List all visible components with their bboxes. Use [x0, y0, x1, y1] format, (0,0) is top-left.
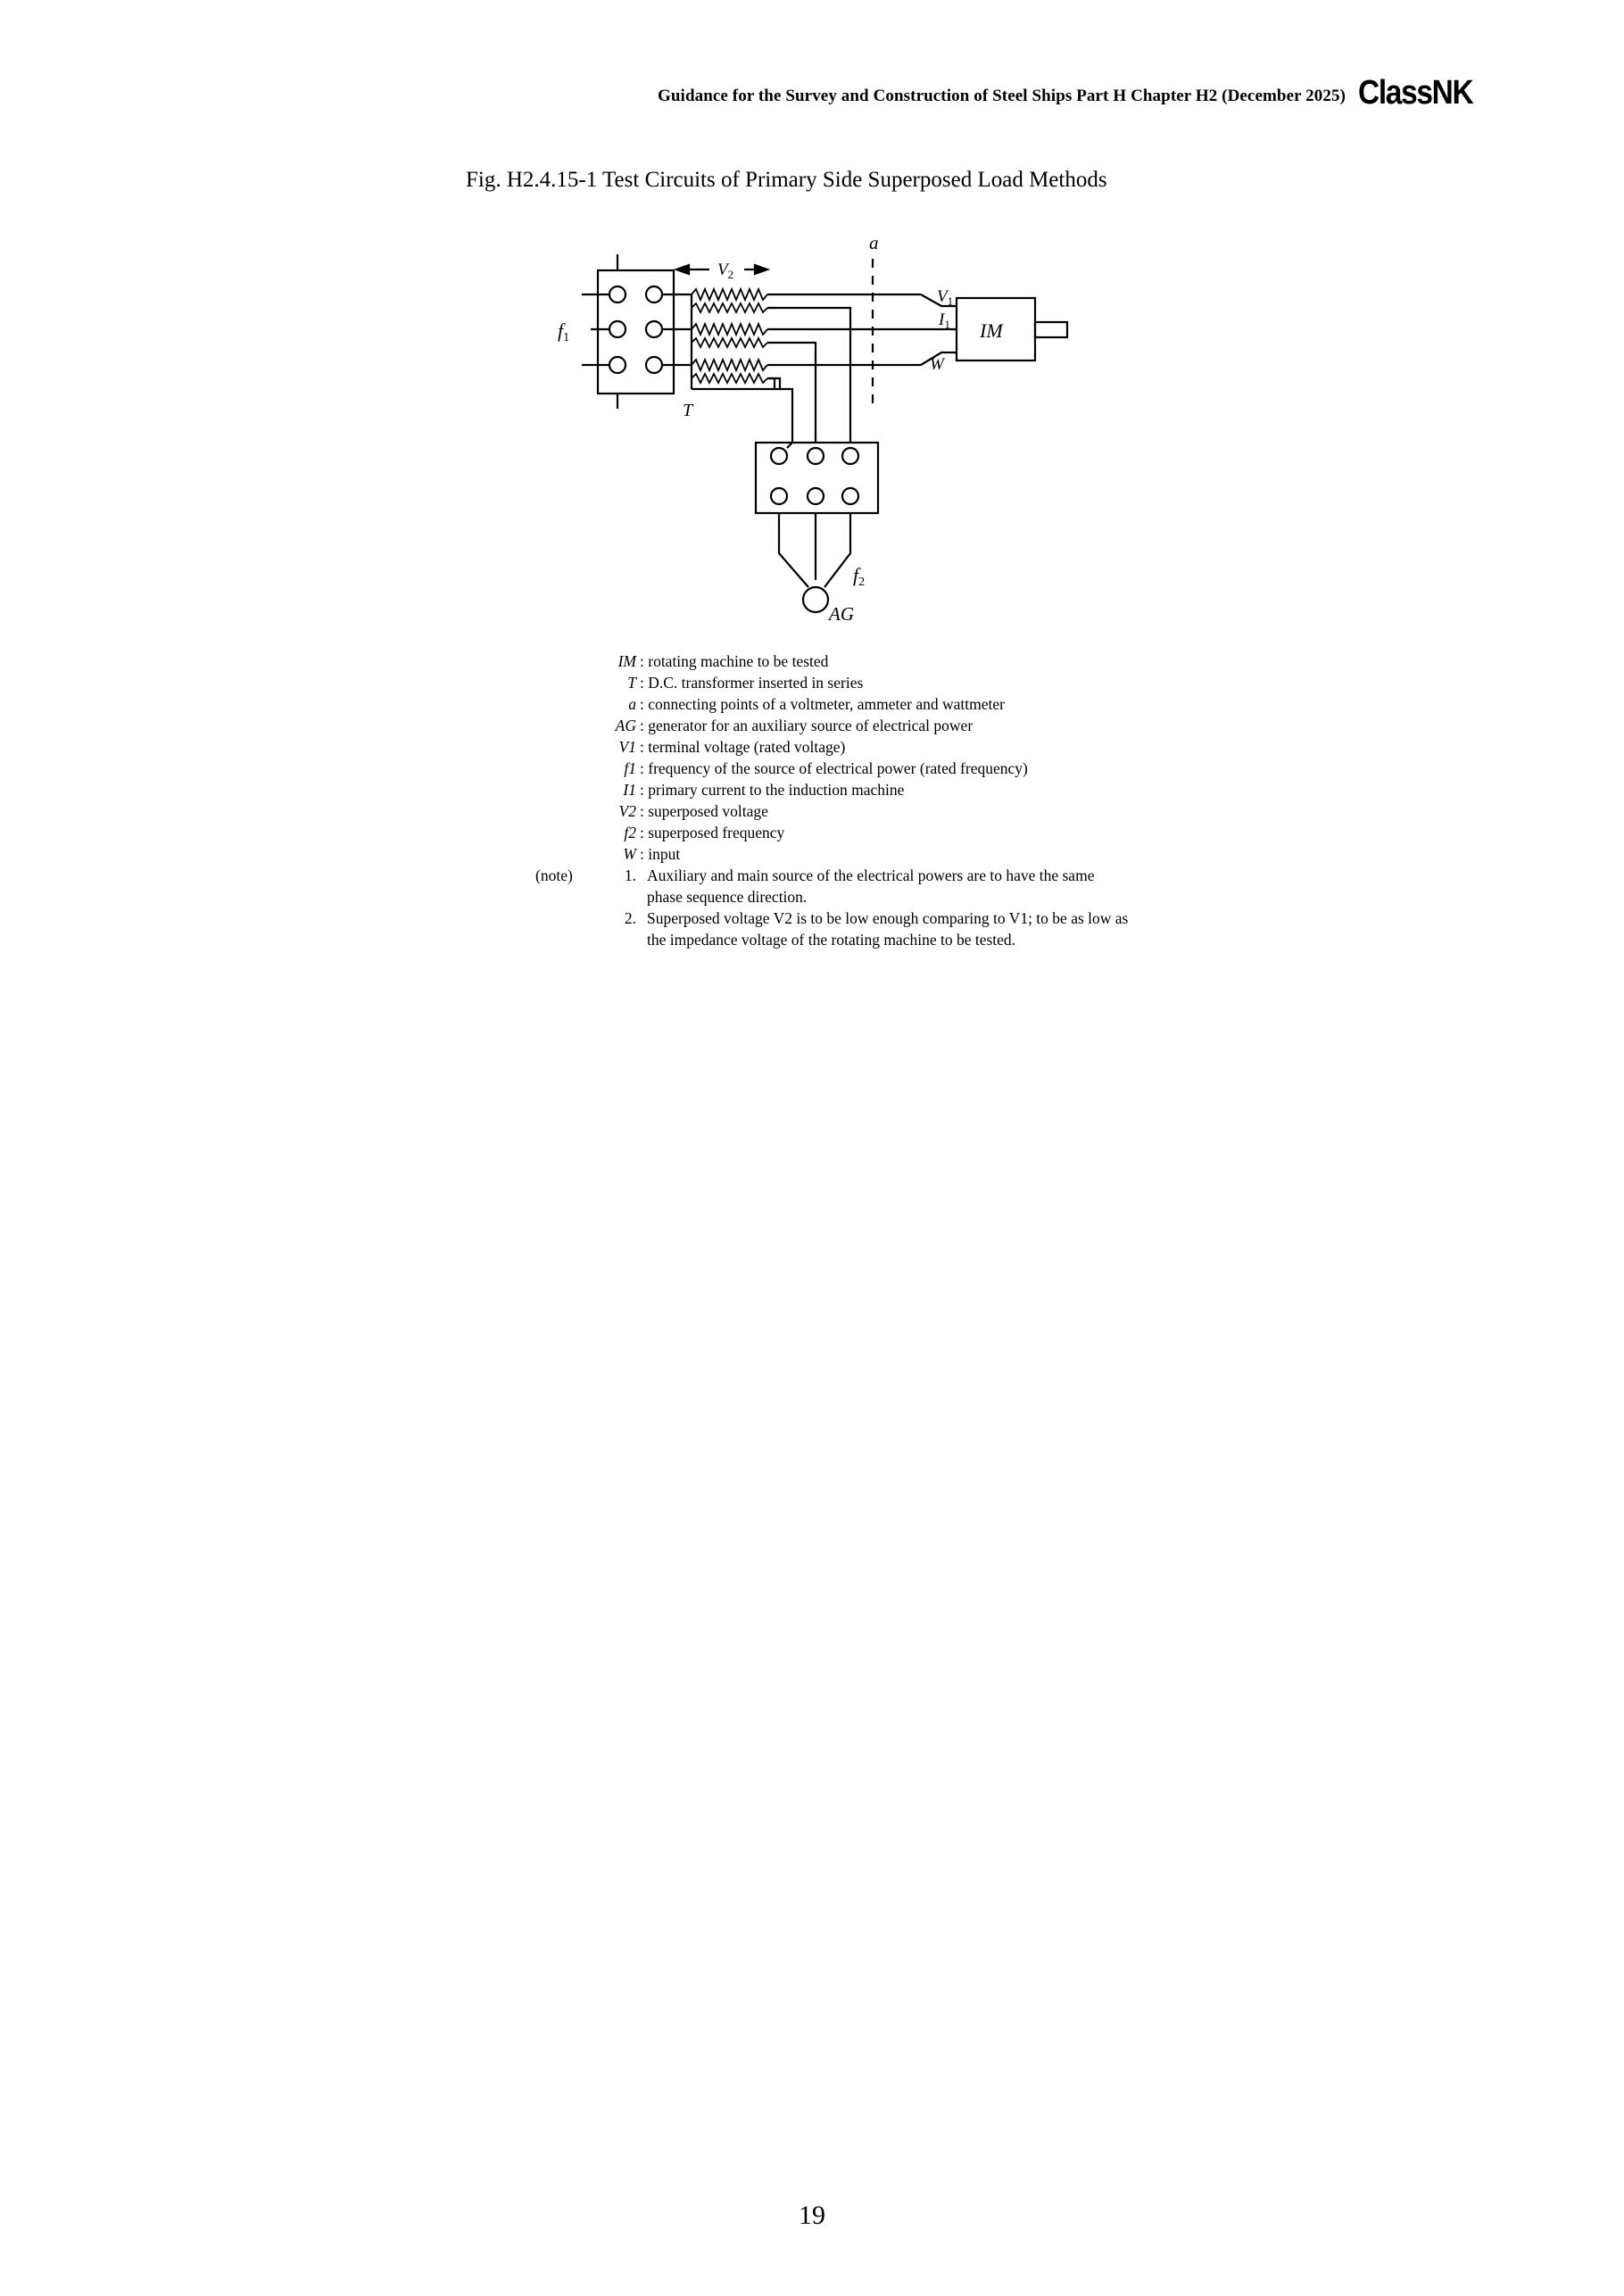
svg-text:V2: $V_2$ [717, 261, 734, 281]
test-circuit-diagram [0, 0, 1624, 642]
label-w: W [930, 355, 944, 374]
page-number: 19 [799, 2201, 825, 2230]
svg-text:f1: f1 [558, 319, 570, 344]
legend-row: IM : rotating machine to be tested [617, 652, 829, 670]
label-t: T [683, 401, 693, 420]
legend-row: I1 : primary current to the induction machine [623, 781, 905, 799]
label-ag: AG [829, 603, 854, 625]
legend-row: f1 : frequency of the source of electrical power (rated frequency) [624, 759, 1028, 777]
figure-legend [535, 651, 1160, 950]
note-item: (note) 1. Auxiliary and main source of the electrical powers are to have the same phase sequence direction. [535, 866, 1095, 906]
note-item: 2. Superposed voltage V2 is to be low enough comparing to V1; to be as low as the impedance voltage of the rotating machine to be tested. [624, 909, 1129, 949]
legend-row: f2 : superposed frequency [624, 824, 785, 841]
svg-text:V1: $V_1$ [937, 287, 954, 308]
ag-generator-circle [803, 587, 828, 612]
legend-row: a : connecting points of a voltmeter, ammeter and wattmeter [628, 695, 1005, 713]
note-label: (note) [535, 866, 573, 884]
running-header: Guidance for the Survey and Construction of Steel Ships Part H Chapter H2 (December 2025) [658, 87, 1346, 105]
figure-title: Fig. H2.4.15-1 Test Circuits of Primary Side Superposed Load Methods [466, 168, 1107, 192]
legend-row: T : D.C. transformer inserted in series [627, 674, 864, 692]
legend-row: V1 : terminal voltage (rated voltage) [618, 738, 846, 756]
label-a: a [869, 232, 879, 253]
classnk-logo: ClassNK [1358, 74, 1473, 112]
label-im: IM [980, 319, 1003, 342]
legend-row: V2 : superposed voltage [618, 802, 768, 820]
svg-text:f2: f2 [853, 564, 866, 589]
legend-row: W : input [623, 845, 681, 863]
svg-text:I1: $I_1$ [939, 311, 950, 331]
legend-row: AG : generator for an auxiliary source of electrical power [615, 717, 974, 734]
